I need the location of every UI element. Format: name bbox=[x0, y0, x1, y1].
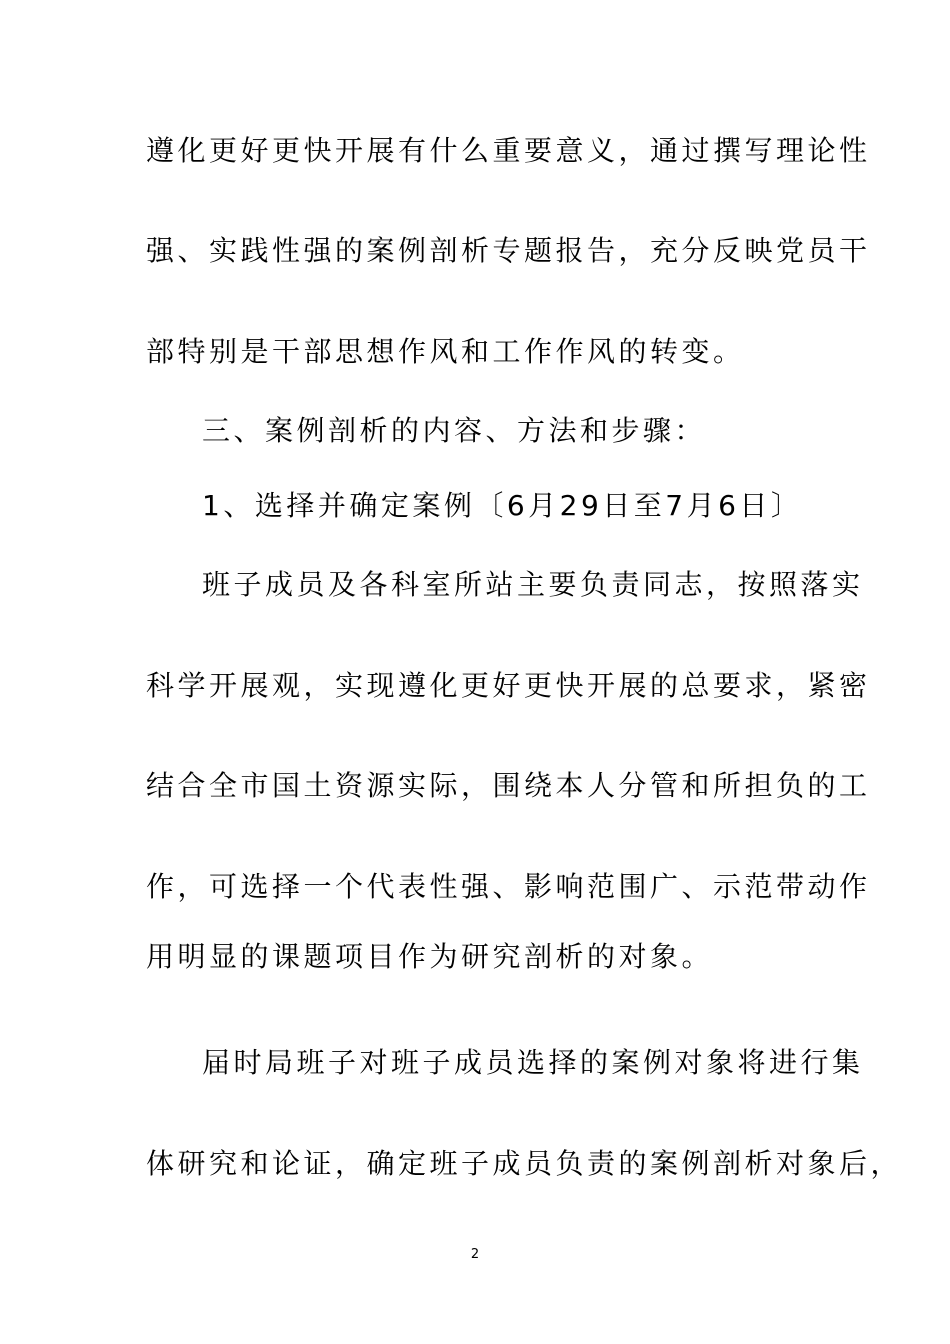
text-line: 体研究和论证，确定班子成员负责的案例剖析对象后， bbox=[146, 1147, 903, 1180]
page-number: 2 bbox=[470, 1247, 480, 1262]
subsection-heading: 1、选择并确定案例〔6月29日至7月6日〕 bbox=[202, 489, 803, 522]
text-line: 作，可选择一个代表性强、影响范围广、示范带动作 bbox=[146, 870, 871, 903]
text-line: 科学开展观，实现遵化更好更快开展的总要求，紧密 bbox=[146, 669, 871, 702]
text-line: 届时局班子对班子成员选择的案例对象将进行集 bbox=[202, 1046, 864, 1079]
text-line: 用明显的课题项目作为研究剖析的对象。 bbox=[146, 940, 714, 973]
text-line: 结合全市国土资源实际，围绕本人分管和所担负的工 bbox=[146, 769, 871, 802]
text-line: 部特别是干部思想作风和工作作风的转变。 bbox=[146, 335, 745, 368]
text-line: 班子成员及各科室所站主要负责同志，按照落实 bbox=[202, 568, 864, 601]
text-line: 遵化更好更快开展有什么重要意义，通过撰写理论性 bbox=[146, 134, 871, 167]
section-heading: 三、案例剖析的内容、方法和步骤： bbox=[202, 414, 707, 447]
text-line: 强、实践性强的案例剖析专题报告，充分反映党员干 bbox=[146, 234, 871, 267]
